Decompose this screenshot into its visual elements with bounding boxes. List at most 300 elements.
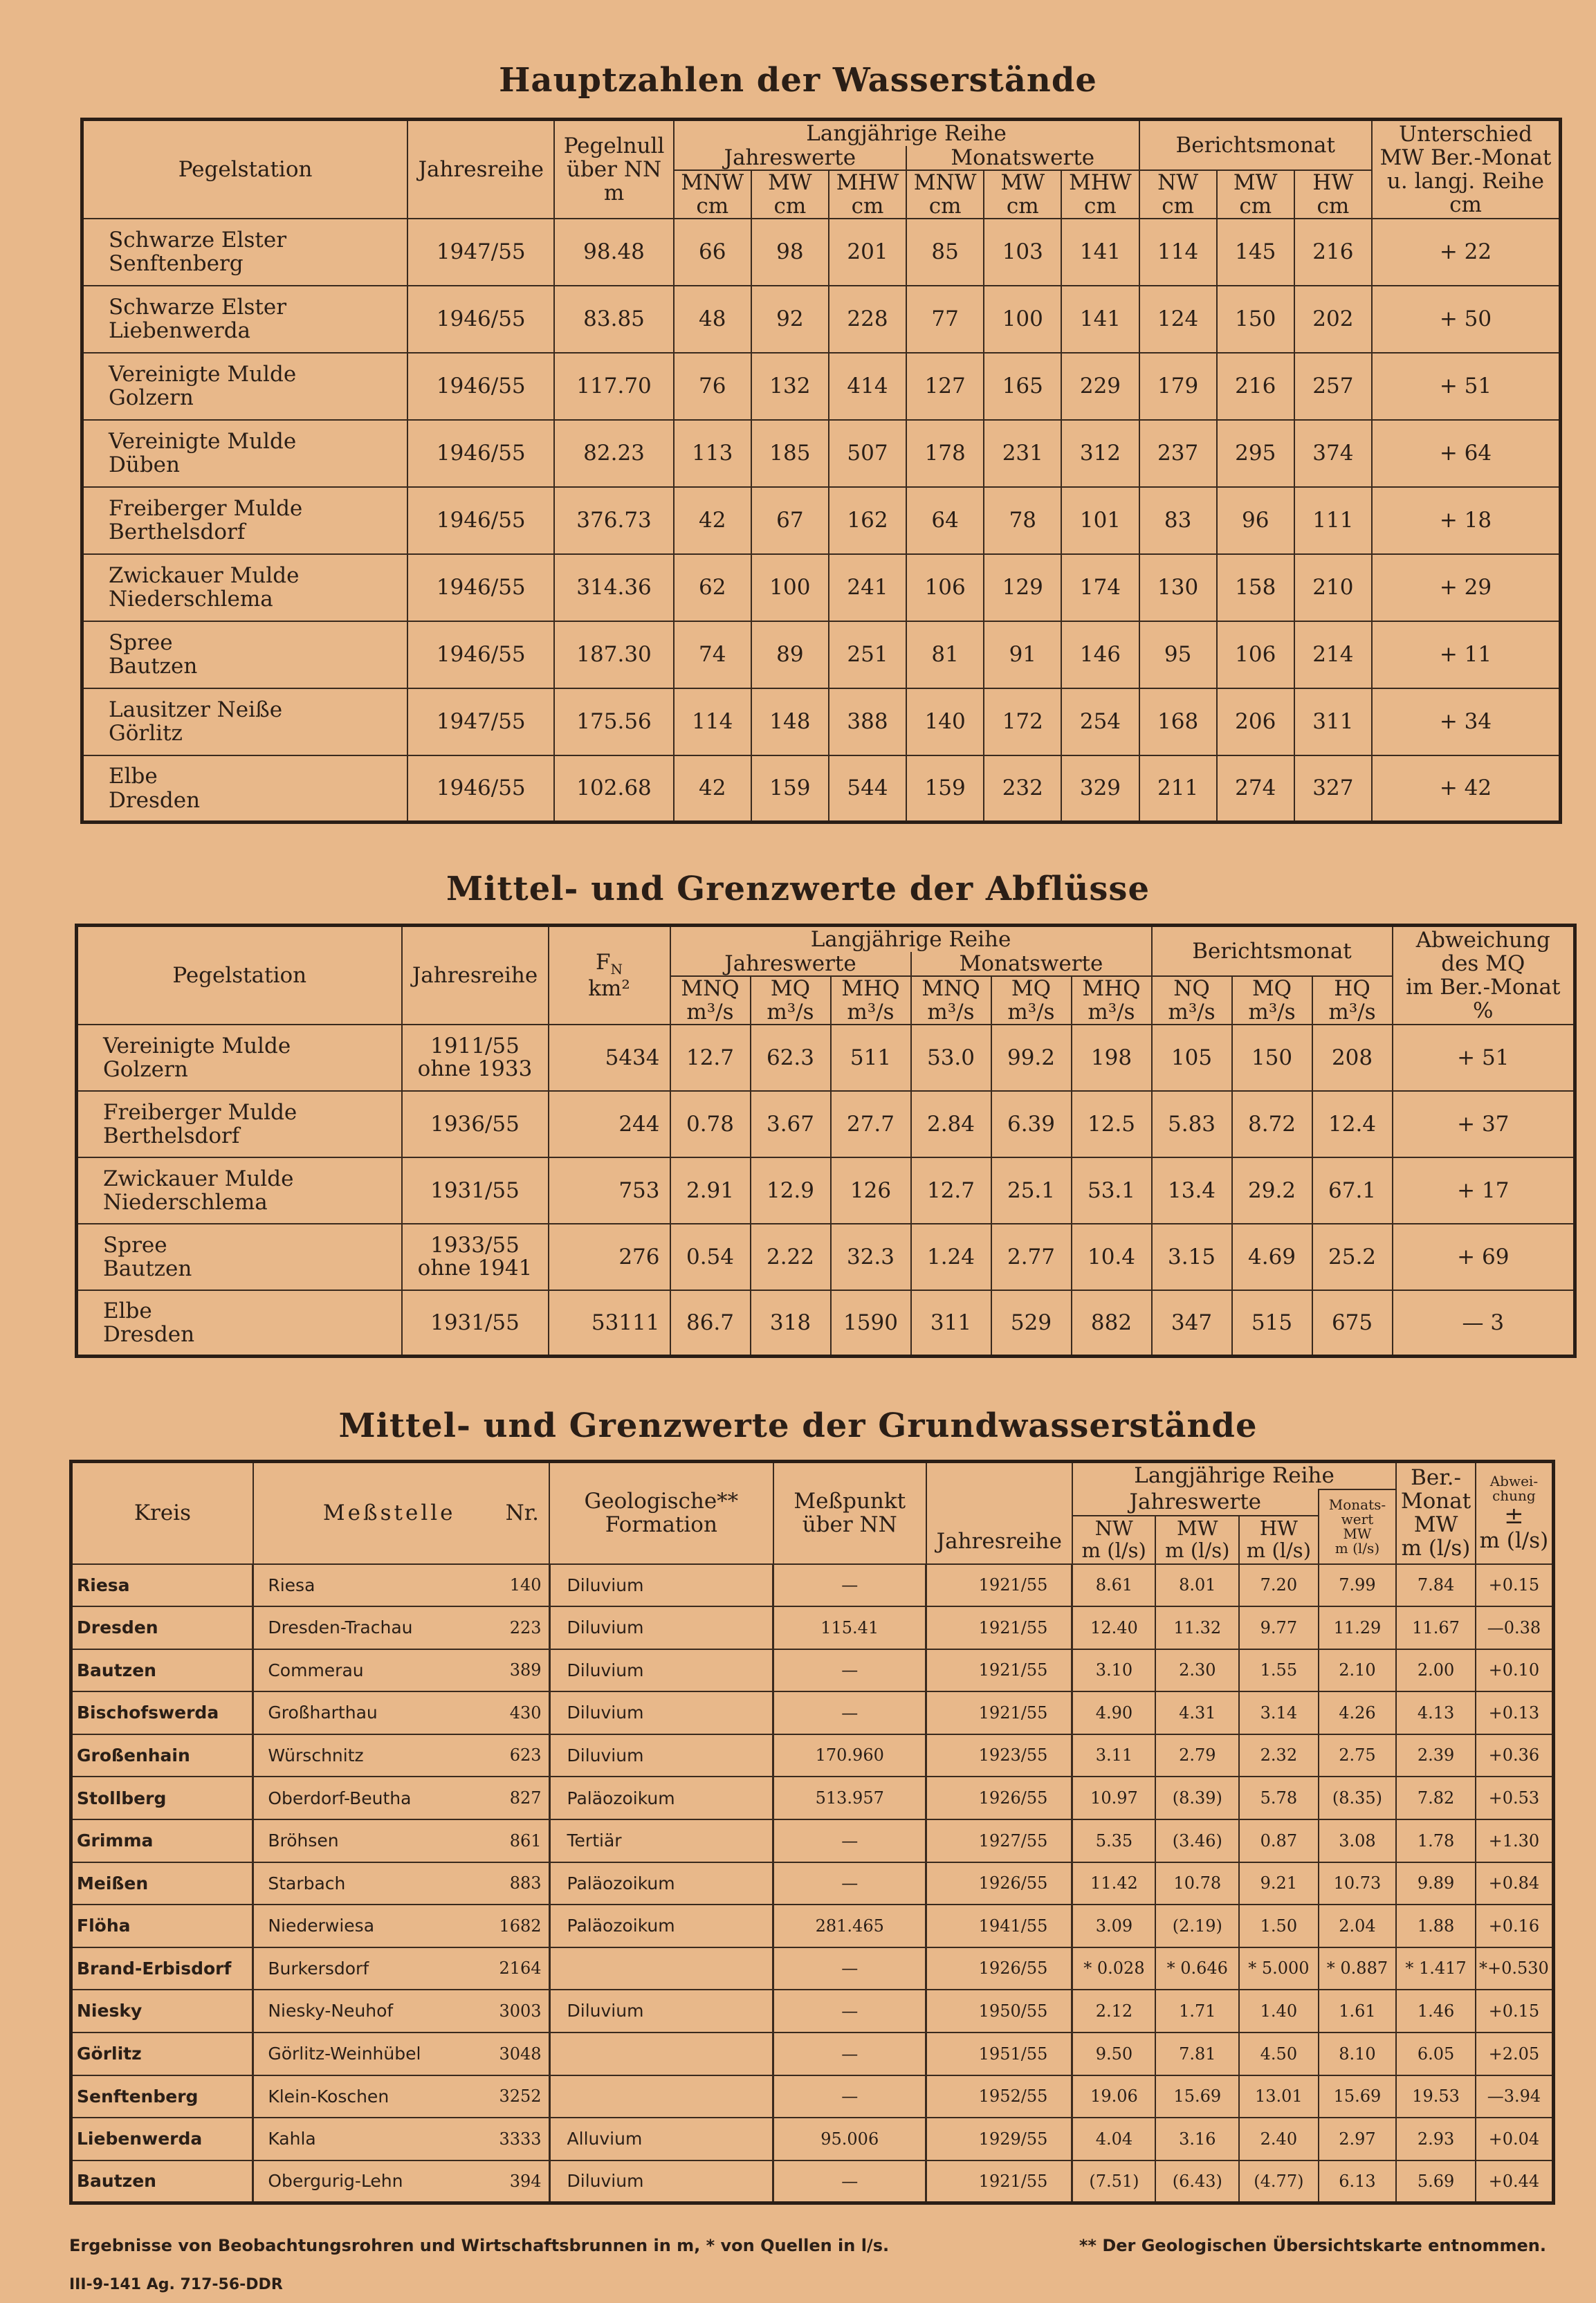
table-row bbox=[82, 487, 1561, 554]
col-langjaehrige-3: Langjährige Reihe bbox=[1072, 1462, 1396, 1489]
station-river: Spree bbox=[103, 1232, 167, 1258]
value-cell: 6.39 bbox=[991, 1091, 1072, 1157]
kreis-cell: Brand-Erbisdorf bbox=[71, 1947, 253, 1990]
pegelnull-cell: 376.73 bbox=[554, 487, 673, 554]
value-cell: 141 bbox=[1061, 286, 1139, 353]
jahresreihe-cell: 1946/55 bbox=[407, 420, 554, 487]
value-cell: 208 bbox=[1312, 1025, 1393, 1091]
value-cell: 89 bbox=[751, 621, 829, 688]
table-row bbox=[82, 219, 1561, 286]
messpunkt-cell: 170.960 bbox=[773, 1734, 926, 1777]
jahresreihe-cell: 1946/55 bbox=[407, 286, 554, 353]
station-cell bbox=[77, 1224, 402, 1290]
value-cell: (3.46) bbox=[1155, 1819, 1239, 1862]
pegelnull-line2: über NN bbox=[567, 156, 662, 182]
unterschied-cell: + 11 bbox=[1372, 621, 1561, 688]
value-cell: 214 bbox=[1294, 621, 1372, 688]
jahresreihe-cell bbox=[402, 1290, 549, 1357]
station-cell bbox=[82, 353, 408, 420]
value-cell: 216 bbox=[1294, 219, 1372, 286]
station-place: Düben bbox=[109, 452, 180, 478]
value-cell: 99.2 bbox=[991, 1025, 1072, 1091]
table-row bbox=[71, 1606, 1554, 1649]
station-river: Lausitzer Neiße bbox=[109, 697, 283, 723]
abweichung-cell: —3.94 bbox=[1476, 2075, 1554, 2118]
value-cell: 2.77 bbox=[991, 1224, 1072, 1290]
value-cell: 1.88 bbox=[1396, 1905, 1476, 1947]
station-river: Freiberger Mulde bbox=[109, 496, 303, 522]
jahresreihe-note: ohne 1941 bbox=[417, 1255, 533, 1281]
unterschied-cell: + 51 bbox=[1372, 353, 1561, 420]
abweichung-cell: +0.15 bbox=[1476, 1990, 1554, 2033]
col-jahreswerte-3: Jahreswerte bbox=[1072, 1489, 1319, 1516]
nr-cell: 389 bbox=[480, 1649, 550, 1692]
jahresreihe-cell: 1921/55 bbox=[926, 1691, 1072, 1734]
value-cell: 8.10 bbox=[1319, 2033, 1397, 2075]
messstelle-cell: Burkersdorf bbox=[253, 1947, 480, 1990]
value-cell: 3.08 bbox=[1319, 1819, 1397, 1862]
value-cell: 13.4 bbox=[1152, 1157, 1232, 1224]
station-cell bbox=[77, 1157, 402, 1224]
jahresreihe-cell: 1947/55 bbox=[407, 219, 554, 286]
value-cell: 111 bbox=[1294, 487, 1372, 554]
value-cell: 347 bbox=[1152, 1290, 1232, 1357]
messpunkt-cell: — bbox=[773, 2033, 926, 2075]
table-row bbox=[71, 2033, 1554, 2075]
value-cell: 3.11 bbox=[1072, 1734, 1156, 1777]
col-fn: $F_N$ km² bbox=[549, 926, 670, 1025]
value-cell: 274 bbox=[1217, 755, 1294, 823]
value-cell: 1.61 bbox=[1319, 1990, 1397, 2033]
value-cell: 374 bbox=[1294, 420, 1372, 487]
fn-cell: 5434 bbox=[549, 1025, 670, 1091]
kreis-cell: Meißen bbox=[71, 1862, 253, 1905]
messstelle-cell: Bröhsen bbox=[253, 1819, 480, 1862]
unterschied-line1: Unterschied bbox=[1398, 121, 1532, 147]
nr-cell: 1682 bbox=[480, 1905, 550, 1947]
value-cell: 2.22 bbox=[751, 1224, 831, 1290]
station-place: Bautzen bbox=[103, 1256, 192, 1281]
value-cell: 98 bbox=[751, 219, 829, 286]
table-row bbox=[82, 755, 1561, 823]
value-cell: 231 bbox=[984, 420, 1061, 487]
value-cell: 172 bbox=[984, 688, 1061, 755]
col-berichtsmonat: Berichtsmonat bbox=[1139, 120, 1372, 170]
value-cell: 2.40 bbox=[1239, 2118, 1319, 2160]
value-cell: 312 bbox=[1061, 420, 1139, 487]
messpunkt-cell: — bbox=[773, 1564, 926, 1607]
station-river: Spree bbox=[109, 630, 173, 656]
col-monatswert: Monats- wert MW m (l/s) bbox=[1319, 1489, 1397, 1564]
table-row bbox=[82, 621, 1561, 688]
value-cell: 6.05 bbox=[1396, 2033, 1476, 2075]
value-cell: 5.35 bbox=[1072, 1819, 1156, 1862]
value-cell: 529 bbox=[991, 1290, 1072, 1357]
value-cell: 114 bbox=[674, 688, 751, 755]
station-place: Liebenwerda bbox=[109, 318, 251, 344]
geologie-cell: Paläozoikum bbox=[549, 1862, 773, 1905]
col-abweichung: Abweichung des MQ im Ber.-Monat % bbox=[1393, 926, 1575, 1025]
station-place: Berthelsdorf bbox=[103, 1123, 240, 1148]
messpunkt-cell: 95.006 bbox=[773, 2118, 926, 2160]
station-river: Vereinigte Mulde bbox=[109, 429, 297, 455]
abweichung-cell: —0.38 bbox=[1476, 1606, 1554, 1649]
value-cell: (7.51) bbox=[1072, 2160, 1156, 2203]
value-cell: 8.01 bbox=[1155, 1564, 1239, 1607]
value-cell: 1590 bbox=[831, 1290, 911, 1357]
unterschied-cell: + 50 bbox=[1372, 286, 1561, 353]
nr-cell: 2164 bbox=[480, 1947, 550, 1990]
value-cell: 198 bbox=[1072, 1025, 1152, 1091]
col-pegelstation: Pegelstation bbox=[82, 120, 408, 219]
nr-cell: 623 bbox=[480, 1734, 550, 1777]
kreis-cell: Grimma bbox=[71, 1819, 253, 1862]
table-row bbox=[77, 1091, 1575, 1157]
fn-cell: 244 bbox=[549, 1091, 670, 1157]
value-cell: 76 bbox=[674, 353, 751, 420]
table-row bbox=[82, 688, 1561, 755]
jahresreihe-cell: 1927/55 bbox=[926, 1819, 1072, 1862]
messstelle-cell: Niederwiesa bbox=[253, 1905, 480, 1947]
messstelle-cell: Würschnitz bbox=[253, 1734, 480, 1777]
value-cell: 4.31 bbox=[1155, 1691, 1239, 1734]
value-cell: 129 bbox=[984, 554, 1061, 621]
value-cell: 162 bbox=[829, 487, 906, 554]
abweichung-cell: +0.36 bbox=[1476, 1734, 1554, 1777]
value-cell: 64 bbox=[906, 487, 984, 554]
messpunkt-cell: — bbox=[773, 2075, 926, 2118]
value-cell: 12.40 bbox=[1072, 1606, 1156, 1649]
col-mhw-m: MHW cm bbox=[1061, 170, 1139, 219]
col-mw-b: MW cm bbox=[1217, 170, 1294, 219]
nr-cell: 3333 bbox=[480, 2118, 550, 2160]
messpunkt-cell: — bbox=[773, 1947, 926, 1990]
jahresreihe-cell: 1946/55 bbox=[407, 353, 554, 420]
value-cell: 81 bbox=[906, 621, 984, 688]
table-row bbox=[71, 1734, 1554, 1777]
table-row bbox=[71, 1649, 1554, 1692]
value-cell: 241 bbox=[829, 554, 906, 621]
value-cell: 2.97 bbox=[1319, 2118, 1397, 2160]
value-cell: 168 bbox=[1139, 688, 1217, 755]
jahresreihe-cell: 1952/55 bbox=[926, 2075, 1072, 2118]
abweichung-cell: +1.30 bbox=[1476, 1819, 1554, 1862]
col-messpunkt: Meßpunkt über NN bbox=[773, 1462, 926, 1564]
station-river: Elbe bbox=[109, 764, 158, 789]
messstelle-cell: Görlitz-Weinhübel bbox=[253, 2033, 480, 2075]
geologie-cell bbox=[549, 2033, 773, 2075]
value-cell: 4.69 bbox=[1232, 1224, 1312, 1290]
pegelnull-unit: m bbox=[603, 180, 625, 205]
nr-cell: 861 bbox=[480, 1819, 550, 1862]
col-mq-j: MQ m³/s bbox=[751, 976, 831, 1025]
unterschied-unit: cm bbox=[1449, 192, 1482, 217]
col-pegelnull bbox=[554, 120, 673, 219]
nr-cell: 394 bbox=[480, 2160, 550, 2203]
value-cell: (4.77) bbox=[1239, 2160, 1319, 2203]
value-cell: 2.39 bbox=[1396, 1734, 1476, 1777]
value-cell: 2.04 bbox=[1319, 1905, 1397, 1947]
value-cell: 159 bbox=[751, 755, 829, 823]
jahresreihe-cell: 1950/55 bbox=[926, 1990, 1072, 2033]
table-row bbox=[82, 286, 1561, 353]
col-ber-monat: Ber.- Monat MW m (l/s) bbox=[1396, 1462, 1476, 1564]
imprint: III-9-141 Ag. 717-56-DDR bbox=[69, 2276, 283, 2293]
geologie-cell: Diluvium bbox=[549, 1691, 773, 1734]
unterschied-line3: u. langj. Reihe bbox=[1386, 168, 1545, 194]
value-cell: 2.10 bbox=[1319, 1649, 1397, 1692]
jahresreihe-range: 1936/55 bbox=[430, 1111, 520, 1137]
pegelnull-cell: 83.85 bbox=[554, 286, 673, 353]
col-mw-3: MW m (l/s) bbox=[1155, 1516, 1239, 1564]
station-place: Berthelsdorf bbox=[109, 520, 246, 545]
value-cell: 126 bbox=[831, 1157, 911, 1224]
col-langjaehrige-2: Langjährige Reihe bbox=[670, 926, 1152, 952]
value-cell: 507 bbox=[829, 420, 906, 487]
value-cell: 1.50 bbox=[1239, 1905, 1319, 1947]
value-cell: 141 bbox=[1061, 219, 1139, 286]
value-cell: 11.67 bbox=[1396, 1606, 1476, 1649]
pegelnull-line1: Pegelnull bbox=[563, 133, 665, 158]
col-mhq-j: MHQ m³/s bbox=[831, 976, 911, 1025]
value-cell: 414 bbox=[829, 353, 906, 420]
table-row bbox=[71, 1777, 1554, 1819]
abweichung-cell: +0.04 bbox=[1476, 2118, 1554, 2160]
value-cell: 106 bbox=[906, 554, 984, 621]
station-place: Niederschlema bbox=[103, 1189, 268, 1215]
value-cell: 25.2 bbox=[1312, 1224, 1393, 1290]
col-nr: Nr. bbox=[505, 1501, 540, 1526]
kreis-cell: Bautzen bbox=[71, 1649, 253, 1692]
value-cell: 0.78 bbox=[670, 1091, 751, 1157]
nr-cell: 883 bbox=[480, 1862, 550, 1905]
value-cell: 12.7 bbox=[911, 1157, 991, 1224]
value-cell: 7.99 bbox=[1319, 1564, 1397, 1607]
unterschied-line2: MW Ber.-Monat bbox=[1379, 145, 1552, 170]
table-row bbox=[82, 420, 1561, 487]
value-cell: 202 bbox=[1294, 286, 1372, 353]
value-cell: 229 bbox=[1061, 353, 1139, 420]
unterschied-cell: + 22 bbox=[1372, 219, 1561, 286]
jahresreihe-note: ohne 1933 bbox=[417, 1056, 533, 1081]
table-row bbox=[71, 1691, 1554, 1734]
jahresreihe-range: 1933/55 bbox=[430, 1233, 520, 1258]
value-cell: 511 bbox=[831, 1025, 911, 1091]
station-cell bbox=[82, 688, 408, 755]
value-cell: 148 bbox=[751, 688, 829, 755]
kreis-cell: Riesa bbox=[71, 1564, 253, 1607]
kreis-cell: Görlitz bbox=[71, 2033, 253, 2075]
value-cell: 10.4 bbox=[1072, 1224, 1152, 1290]
col-langjaehrige: Langjährige Reihe bbox=[674, 120, 1139, 146]
value-cell: 9.50 bbox=[1072, 2033, 1156, 2075]
value-cell: 7.82 bbox=[1396, 1777, 1476, 1819]
jahresreihe-range: 1931/55 bbox=[430, 1310, 520, 1335]
value-cell: 62.3 bbox=[751, 1025, 831, 1091]
value-cell: 2.93 bbox=[1396, 2118, 1476, 2160]
table-row bbox=[77, 1157, 1575, 1224]
value-cell: 13.01 bbox=[1239, 2075, 1319, 2118]
value-cell: 95 bbox=[1139, 621, 1217, 688]
value-cell: 388 bbox=[829, 688, 906, 755]
geologie-cell bbox=[549, 2075, 773, 2118]
table-wasserstaende bbox=[80, 118, 1562, 824]
messpunkt-cell: 115.41 bbox=[773, 1606, 926, 1649]
value-cell: 1.78 bbox=[1396, 1819, 1476, 1862]
jahresreihe-cell: 1947/55 bbox=[407, 688, 554, 755]
value-cell: 4.04 bbox=[1072, 2118, 1156, 2160]
value-cell: 62 bbox=[674, 554, 751, 621]
value-cell: 96 bbox=[1217, 487, 1294, 554]
col-hw-3: HW m (l/s) bbox=[1239, 1516, 1319, 1564]
value-cell: 42 bbox=[674, 755, 751, 823]
value-cell: 0.54 bbox=[670, 1224, 751, 1290]
unterschied-cell: + 29 bbox=[1372, 554, 1561, 621]
value-cell: 77 bbox=[906, 286, 984, 353]
jahresreihe-cell: 1921/55 bbox=[926, 1649, 1072, 1692]
station-cell bbox=[82, 487, 408, 554]
value-cell: 7.84 bbox=[1396, 1564, 1476, 1607]
value-cell: 311 bbox=[911, 1290, 991, 1357]
col-mq-b: MQ m³/s bbox=[1232, 976, 1312, 1025]
col-mnq-m: MNQ m³/s bbox=[911, 976, 991, 1025]
kreis-cell: Stollberg bbox=[71, 1777, 253, 1819]
value-cell: 2.30 bbox=[1155, 1649, 1239, 1692]
value-cell: 48 bbox=[674, 286, 751, 353]
unterschied-cell: + 64 bbox=[1372, 420, 1561, 487]
station-cell bbox=[82, 219, 408, 286]
value-cell: 53.0 bbox=[911, 1025, 991, 1091]
abweichung-cell: +0.53 bbox=[1476, 1777, 1554, 1819]
value-cell: 7.81 bbox=[1155, 2033, 1239, 2075]
value-cell: 0.87 bbox=[1239, 1819, 1319, 1862]
value-cell: 145 bbox=[1217, 219, 1294, 286]
value-cell: 6.13 bbox=[1319, 2160, 1397, 2203]
col-berichtsmonat-2: Berichtsmonat bbox=[1152, 926, 1393, 976]
station-place: Senftenberg bbox=[109, 251, 244, 277]
table-row bbox=[82, 554, 1561, 621]
geologie-cell: Diluvium bbox=[549, 2160, 773, 2203]
value-cell: 8.72 bbox=[1232, 1091, 1312, 1157]
messstelle-cell: Obergurig-Lehn bbox=[253, 2160, 480, 2203]
value-cell: 15.69 bbox=[1155, 2075, 1239, 2118]
value-cell: 1.24 bbox=[911, 1224, 991, 1290]
geologie-cell: Alluvium bbox=[549, 2118, 773, 2160]
fn-cell: 276 bbox=[549, 1224, 670, 1290]
value-cell: 1.46 bbox=[1396, 1990, 1476, 2033]
col-mq-m: MQ m³/s bbox=[991, 976, 1072, 1025]
station-place: Niederschlema bbox=[109, 587, 273, 612]
value-cell: 206 bbox=[1217, 688, 1294, 755]
station-cell bbox=[77, 1025, 402, 1091]
abweichung-cell: +0.15 bbox=[1476, 1564, 1554, 1607]
value-cell: (8.35) bbox=[1319, 1777, 1397, 1819]
table-row bbox=[77, 1290, 1575, 1357]
station-cell bbox=[82, 286, 408, 353]
table-abfluesse bbox=[75, 924, 1577, 1358]
title-wasserstaende: Hauptzahlen der Wasserstände bbox=[499, 61, 1097, 100]
value-cell: 2.12 bbox=[1072, 1990, 1156, 2033]
value-cell: 127 bbox=[906, 353, 984, 420]
value-cell: 211 bbox=[1139, 755, 1217, 823]
col-messstelle: Meßstelle Nr. bbox=[253, 1462, 549, 1564]
value-cell: 32.3 bbox=[831, 1224, 911, 1290]
geologie-cell: Diluvium bbox=[549, 1564, 773, 1607]
value-cell: 257 bbox=[1294, 353, 1372, 420]
col-pegelstation-2: Pegelstation bbox=[77, 926, 402, 1025]
value-cell: 201 bbox=[829, 219, 906, 286]
jahresreihe-range: 1911/55 bbox=[430, 1034, 520, 1059]
geologie-cell bbox=[549, 1947, 773, 1990]
jahresreihe-cell: 1946/55 bbox=[407, 621, 554, 688]
kreis-cell: Niesky bbox=[71, 1990, 253, 2033]
value-cell: 216 bbox=[1217, 353, 1294, 420]
value-cell: 67.1 bbox=[1312, 1157, 1393, 1224]
value-cell: * 1.417 bbox=[1396, 1947, 1476, 1990]
pegelnull-cell: 117.70 bbox=[554, 353, 673, 420]
abweichung-cell: +0.84 bbox=[1476, 1862, 1554, 1905]
geologie-cell: Diluvium bbox=[549, 1606, 773, 1649]
table-row bbox=[82, 353, 1561, 420]
value-cell: 254 bbox=[1061, 688, 1139, 755]
jahresreihe-cell: 1929/55 bbox=[926, 2118, 1072, 2160]
messstelle-cell: Dresden-Trachau bbox=[253, 1606, 480, 1649]
station-place: Dresden bbox=[109, 787, 201, 813]
geologie-cell: Paläozoikum bbox=[549, 1777, 773, 1819]
kreis-cell: Liebenwerda bbox=[71, 2118, 253, 2160]
station-place: Dresden bbox=[103, 1322, 195, 1348]
value-cell: 329 bbox=[1061, 755, 1139, 823]
messstelle-cell: Kahla bbox=[253, 2118, 480, 2160]
kreis-cell: Dresden bbox=[71, 1606, 253, 1649]
station-cell bbox=[82, 755, 408, 823]
value-cell: 159 bbox=[906, 755, 984, 823]
station-river: Vereinigte Mulde bbox=[109, 362, 297, 387]
value-cell: 12.5 bbox=[1072, 1091, 1152, 1157]
jahresreihe-range: 1931/55 bbox=[430, 1177, 520, 1203]
value-cell: 67 bbox=[751, 487, 829, 554]
value-cell: 19.06 bbox=[1072, 2075, 1156, 2118]
messstelle-cell: Riesa bbox=[253, 1564, 480, 1607]
value-cell: 311 bbox=[1294, 688, 1372, 755]
abweichung-cell: + 51 bbox=[1393, 1025, 1575, 1091]
col-mw-j: MW cm bbox=[751, 170, 829, 219]
value-cell: 10.73 bbox=[1319, 1862, 1397, 1905]
abweichung-cell: +0.44 bbox=[1476, 2160, 1554, 2203]
messstelle-cell: Oberdorf-Beutha bbox=[253, 1777, 480, 1819]
value-cell: 103 bbox=[984, 219, 1061, 286]
value-cell: 5.83 bbox=[1152, 1091, 1232, 1157]
value-cell: 3.16 bbox=[1155, 2118, 1239, 2160]
value-cell: 2.32 bbox=[1239, 1734, 1319, 1777]
value-cell: 3.67 bbox=[751, 1091, 831, 1157]
messpunkt-cell: — bbox=[773, 1691, 926, 1734]
jahresreihe-cell: 1951/55 bbox=[926, 2033, 1072, 2075]
table-row bbox=[77, 1224, 1575, 1290]
abweichung-cell: +0.13 bbox=[1476, 1691, 1554, 1734]
footnote-left: Ergebnisse von Beobachtungsrohren und Wirtschaftsbrunnen in m, * von Quellen in l/s. bbox=[69, 2236, 890, 2255]
jahresreihe-cell: 1946/55 bbox=[407, 554, 554, 621]
value-cell: 882 bbox=[1072, 1290, 1152, 1357]
col-jahreswerte-2: Jahreswerte bbox=[670, 952, 911, 976]
col-mhw-j: MHW cm bbox=[829, 170, 906, 219]
pegelnull-cell: 187.30 bbox=[554, 621, 673, 688]
station-cell bbox=[77, 1290, 402, 1357]
col-unterschied bbox=[1372, 120, 1561, 219]
value-cell: 179 bbox=[1139, 353, 1217, 420]
value-cell: 74 bbox=[674, 621, 751, 688]
table-row bbox=[71, 1819, 1554, 1862]
